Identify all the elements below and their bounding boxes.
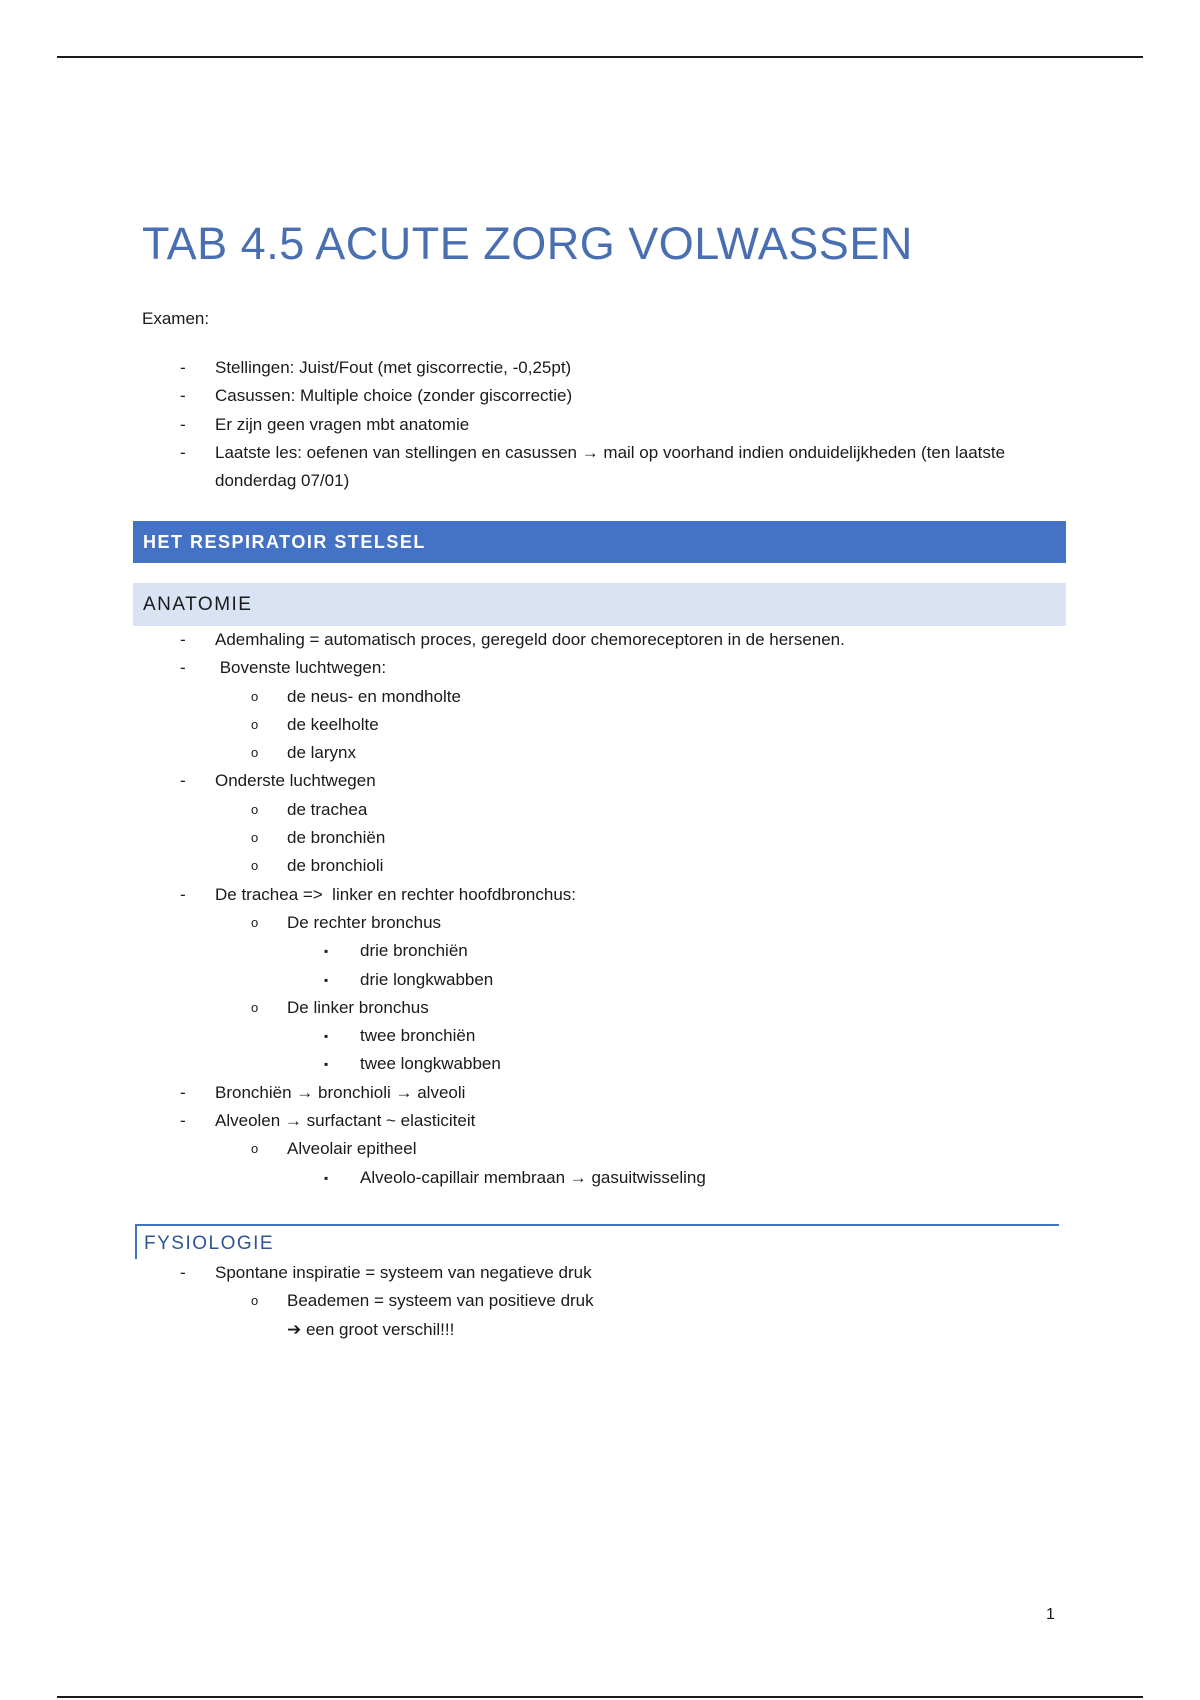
list-item: - Stellingen: Juist/Fout (met giscorrectie, -0,25pt)	[142, 354, 1042, 382]
list-item: - Bovenste luchtwegen:	[142, 654, 1042, 682]
circle-bullet: o	[251, 830, 259, 846]
circle-bullet: o	[251, 688, 259, 704]
list-item: - Laatste les: oefenen van stellingen en casussen → mail op voorhand indien onduidelijkheden (ten laatste donderdag 07/01)	[142, 439, 1042, 496]
section-heading-respiratoir: HET RESPIRATOIR STELSEL	[133, 521, 1066, 563]
list-item: - De trachea => linker en rechter hoofdbronchus:	[142, 881, 1042, 909]
square-bullet: ▪	[324, 1057, 329, 1072]
dash-bullet: -	[180, 1111, 186, 1131]
square-bullet: ▪	[324, 1170, 329, 1185]
list-item: o Beademen = systeem van positieve druk	[142, 1287, 1042, 1315]
dash-bullet: -	[180, 771, 186, 791]
anatomie-list	[142, 626, 1042, 1192]
dash-bullet: -	[180, 884, 186, 904]
list-item: - Spontane inspiratie = systeem van negatieve druk	[142, 1259, 1042, 1287]
dash-bullet: -	[180, 386, 186, 406]
list-item: o de neus- en mondholte	[142, 683, 1042, 711]
list-item: ▪ twee longkwabben	[142, 1050, 1042, 1078]
list-item: ▪ twee bronchiën	[142, 1022, 1042, 1050]
page-number: 1	[1046, 1606, 1055, 1623]
dash-bullet: -	[180, 658, 186, 678]
list-item: - Casussen: Multiple choice (zonder giscorrectie)	[142, 382, 1042, 410]
square-bullet: ▪	[324, 944, 329, 959]
list-item: - Er zijn geen vragen mbt anatomie	[142, 411, 1042, 439]
circle-bullet: o	[251, 716, 259, 732]
list-item: o de bronchiën	[142, 824, 1042, 852]
top-rule	[57, 56, 1143, 58]
dash-bullet: -	[180, 442, 186, 462]
list-item: o De linker bronchus	[142, 994, 1042, 1022]
circle-bullet: o	[251, 858, 259, 874]
list-item-continuation: ➔ een groot verschil!!!	[287, 1319, 455, 1339]
list-item: o de larynx	[142, 739, 1042, 767]
fysiologie-list	[142, 1259, 1042, 1344]
list-item: ▪ drie longkwabben	[142, 966, 1042, 994]
list-item: o de trachea	[142, 796, 1042, 824]
dash-bullet: -	[180, 630, 186, 649]
list-item: - Ademhaling = automatisch proces, geregeld door chemoreceptoren in de hersenen.	[142, 626, 1042, 654]
list-item: o de keelholte	[142, 711, 1042, 739]
circle-bullet: o	[251, 1141, 259, 1157]
circle-bullet: o	[251, 1293, 259, 1309]
dash-bullet: -	[180, 1263, 186, 1282]
exam-list	[142, 354, 1042, 495]
subheading-anatomie: ANATOMIE	[133, 583, 1066, 626]
list-item: ▪ Alveolo-capillair membraan → gasuitwisseling	[142, 1164, 1042, 1192]
circle-bullet: o	[251, 999, 259, 1015]
dash-bullet: -	[180, 414, 186, 434]
subheading-fysiologie: FYSIOLOGIE	[135, 1224, 1059, 1259]
list-item: - Bronchiën → bronchioli → alveoli	[142, 1079, 1042, 1107]
list-item: - Alveolen → surfactant ~ elasticiteit	[142, 1107, 1042, 1135]
list-item: ▪ drie bronchiën	[142, 937, 1042, 965]
circle-bullet: o	[251, 801, 259, 817]
square-bullet: ▪	[324, 972, 329, 987]
dash-bullet: -	[180, 358, 186, 377]
dash-bullet: -	[180, 1082, 186, 1102]
list-item: - Onderste luchtwegen	[142, 767, 1042, 795]
exam-label: Examen:	[142, 309, 210, 328]
document-title: TAB 4.5 ACUTE ZORG VOLWASSEN	[142, 218, 913, 269]
list-item: o de bronchioli	[142, 852, 1042, 880]
bottom-rule	[57, 1696, 1143, 1698]
circle-bullet: o	[251, 914, 259, 930]
list-item: o Alveolair epitheel	[142, 1135, 1042, 1163]
square-bullet: ▪	[324, 1029, 329, 1044]
circle-bullet: o	[251, 745, 259, 761]
list-item: o De rechter bronchus	[142, 909, 1042, 937]
